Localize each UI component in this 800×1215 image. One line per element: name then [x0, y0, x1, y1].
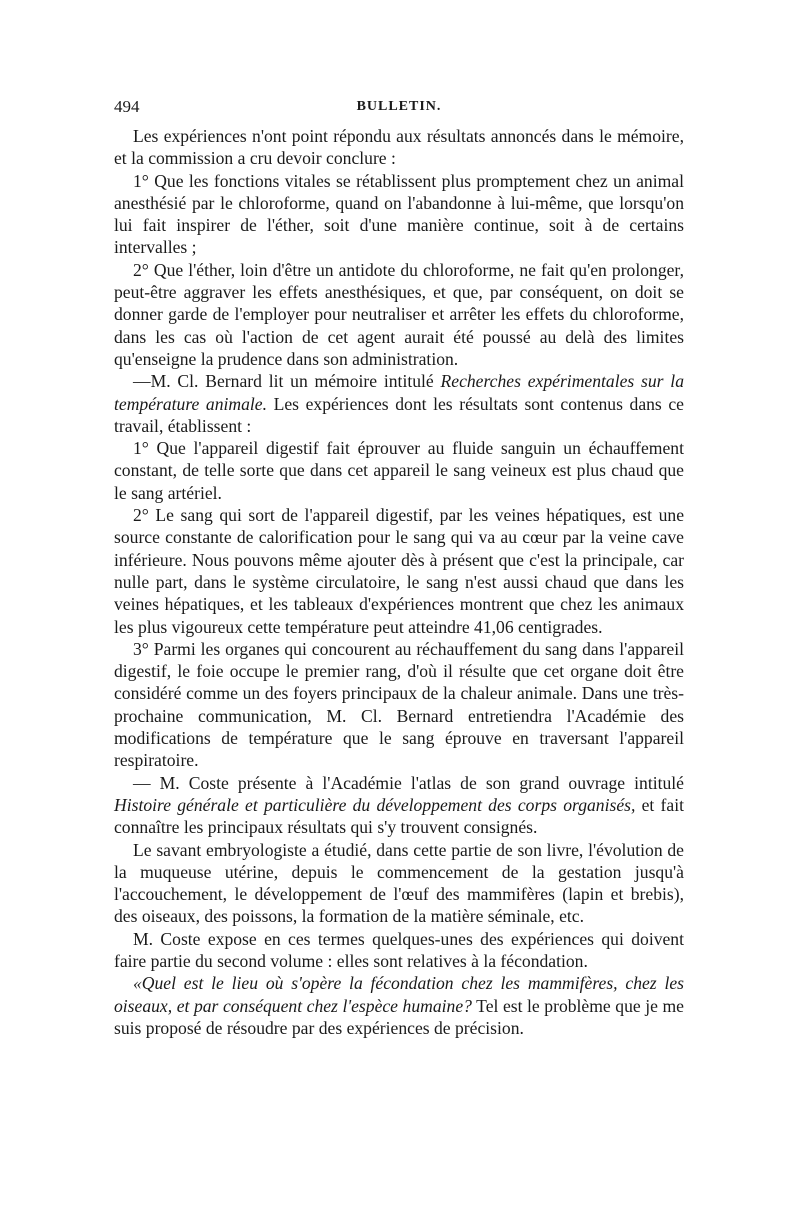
paragraph: 2° Le sang qui sort de l'appareil digestif, par les veines hépatiques, est une source constante de calorification pour le sang qui va au cœur par la veine cave inférieure. Nous pouvons même ajouter dès à présent que c'est la principale, car nulle part, dans le système circulatoire, le sang n'est aussi chaud que dans les veines hépatiques, et les tableaux d'expériences montrent que chez les animaux les plus vigoureux cette température peut atteindre 41,06 centigrades. — [114, 505, 684, 637]
paragraph — [114, 370, 684, 437]
paragraph: Les expériences n'ont point répondu aux résultats annoncés dans le mémoire, et la commission a cru devoir conclure : — [114, 126, 684, 169]
running-title: BULLETIN. — [356, 99, 442, 114]
page-header — [114, 96, 684, 118]
body-text — [114, 125, 684, 1039]
paragraph-text: Les expériences dont les résultats sont contenus dans ce travail, établissent : — [114, 393, 684, 436]
paragraph-text: et fait connaître les principaux résultats qui s'y trouvent consignés. — [114, 794, 684, 838]
paragraph — [114, 772, 684, 839]
paragraph: 2° Que l'éther, loin d'être un antidote du chloroforme, ne fait qu'en prolonger, peut-être aggraver les effets anesthésiques, et que, par conséquent, on doit se donner garde de l'employer pour neutraliser et arrêter les effets du chloroforme, dans les cas où l'action de cet agent aurait été poussé au delà des limites qu'enseigne la prudence dans son administration. — [114, 259, 684, 369]
paragraph: 1° Que l'appareil digestif fait éprouver au fluide sanguin un échauffement constant, de telle sorte que dans cet appareil le sang veineux est plus chaud que le sang artériel. — [114, 438, 684, 503]
book-page — [114, 96, 684, 1039]
paragraph-text: — M. Coste présente à l'Académie l'atlas de son grand ouvrage intitulé — [133, 772, 684, 793]
paragraph: 1° Que les fonctions vitales se rétablissent plus promptement chez un animal anesthésié par le chloroforme, quand on l'abandonne à lui-même, que lorsqu'on lui fait inspirer de l'éther, soit d'une manière continue, soit à de certains intervalles ; — [114, 170, 684, 258]
italic-quote: «Quel est le lieu où s'opère la fécondation chez les mammifères, chez les oiseaux, et par conséquent chez l'espèce humaine? — [114, 973, 684, 1016]
italic-title: Histoire générale et particulière du développement des corps organisés, — [114, 794, 636, 815]
paragraph: Le savant embryologiste a étudié, dans cette partie de son livre, l'évolution de la muqueuse utérine, depuis le commencement de la gestation jusqu'à l'accouchement, le développement de l'œuf des mammifères (lapin et brebis), des oiseaux, des poissons, la formation de la matière séminale, etc. — [114, 839, 684, 927]
page-number: 494 — [114, 97, 140, 116]
paragraph-text: —M. Cl. Bernard lit un mémoire intitulé — [133, 371, 441, 392]
paragraph: 3° Parmi les organes qui concourent au réchauffement du sang dans l'appareil digestif, le foie occupe le premier rang, d'où il résulte que cet organe doit être considéré comme un des foyers principaux de la chaleur animale. Dans une très-prochaine communication, M. Cl. Bernard entretiendra l'Académie des modifications de température que le sang éprouve en traversant l'appareil respiratoire. — [114, 638, 684, 771]
paragraph-text: Tel est le problème que je me suis proposé de résoudre par des expériences de précision. — [114, 995, 684, 1038]
italic-title: Recherches expérimentales sur la température animale. — [114, 371, 684, 414]
paragraph — [114, 972, 684, 1039]
paragraph: M. Coste expose en ces termes quelques-unes des expériences qui doivent faire partie du second volume : elles sont relatives à la fécondation. — [114, 928, 684, 971]
